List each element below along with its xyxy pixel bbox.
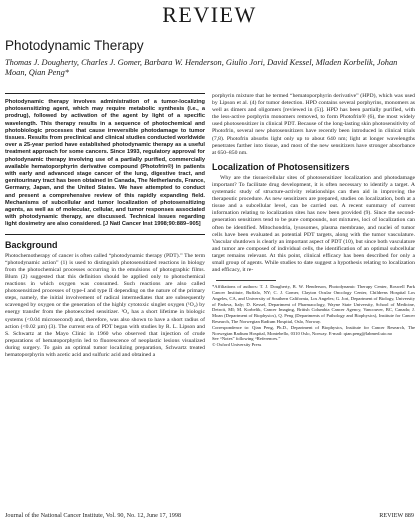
abstract: Photodynamic therapy involves administration of a tumor-localizing photosensitizing agent, which may require metabolic synthesis (i.e., a prodrug), followed by activation of the agent by light of a specific wavelength. This therapy results in a sequence of photochemical and photobiologic processes that cause irreversible photodamage to tumor tissues. Results from preclinical and clinical studies conducted worldwide over a 25-year period have established photodynamic therapy as a useful treatment approach for some cancers. Since 1993, regulatory approval for photodynamic therapy involving use of a partially purified, commercially available hematoporphyrin derivative compound (Photofrin®) in patients with early and advanced stage cancer of the lung, digestive tract, and genitourinary tract has been obtained in Canada, The Netherlands, France, Germany, Japan, and the United States. We have attempted to conduct and present a comprehensive review of this rapidly expanding field. Mechanisms of subcellular and tumor localization of photosensitizing agents, as well as of molecular, cellular, and tumor responses associated with photodynamic therapy, are discussed. Technical issues regarding light dosimetry are also considered. [J Natl Cancer Inst 1998;90:889–905] [5, 99, 205, 228]
article-title: Photodynamic Therapy [5, 38, 144, 53]
footnote-notes: See “Notes” following “References.” [212, 336, 281, 342]
abstract-top-rule [5, 93, 205, 94]
footnote-affiliations: *Affiliations of authors: T. J. Dougherty, B. W. Henderson, Photodynamic Therapy Center, Roswell Park Cancer Institute, Buffalo, NY; C. J. Gomer, Clayton Ocular Oncology Center, Childrens Hospital Los Angeles, CA, and University of Southern California, Los Angeles; G. Jori, Department of Biology, University of Padova, Italy; D. Kessel, Department of Pharmacology, Wayne State University, School of Medicine, Detroit, MI; M. Korbelik, Cancer Imaging, British Columbia Cancer Agency, Vancouver, BC, Canada; J. Moan (Department of Biophysics), Q. Peng (Departments of Pathology and Biophysics), Institute for Cancer Research, The Norwegian Radium Hospital, Oslo, Norway. [212, 284, 415, 324]
section-header: REVIEW [162, 2, 257, 27]
author-list: Thomas J. Dougherty, Charles J. Gomer, Barbara W. Henderson, Giulio Jori, David Kessel, Mladen Korbelik, Johan Moan, Qian Peng* [5, 58, 398, 78]
left-column [5, 93, 205, 359]
journal-citation: Journal of the National Cancer Institute, Vol. 90, No. 12, June 17, 1998 [5, 512, 182, 519]
abstract-bottom-rule [5, 234, 205, 235]
localization-heading: Localization of Photosensitizers [212, 161, 350, 172]
localization-text: Why are the tissue/cellular sites of photosensitizer localization and photodamage important? To facilitate drug development, it is often necessary to identify a target. A systematic study of structure-activity relationships can then aid in improving the therapeutic procedure. As new sensitizers are prepared, studies on localization, both at a tissue and a subcellular level, can be carried out. A recent summary of current information relating to localization sites has now been provided (9). Since the second-generation sensitizers tend to be pure compounds, not mixtures, loci of localization can often be identified. Mitochondria, lysosomes, plasma membrane, and nuclei of tumor cells have been evaluated as potential PDT targets, along with the tumor vasculature. Vascular shutdown is clearly an important aspect of PDT (10), but since both vasculature and tumor are composed of individual cells, the identification of an optimal subcellular target remains relevant. At this point, clinical efficacy has been described for only a small group of agents. While studies to date suggest a hypothesis relating to localization and efficacy, it re- [212, 174, 415, 274]
background-text: Photochemotherapy of cancer is often called “photodynamic therapy (PDT).” The term “photodynamic action” (1) is used to distinguish photosensitized reactions in biology from the photochemical processes occurring in the emulsions of photographic films. Blum (2) suggested that this definition should be applied only to photochemical reactions in which oxygen was consumed. Such reactions are also called photosensitized processes of type-I and type II depending on the nature of the primary steps, namely, the initial involvement of radical intermediates that are subsequently scavenged by oxygen or the generation of the highly cytotoxic singlet oxygen (¹O₂) by energy transfer from the photoexcited sensitizer. ¹O₂ has a short lifetime in biologic systems (<0.04 microsecond) and, therefore, was also shown to have a short radius of action (<0.02 µm) (3). The current era of PDT began with studies by R. L. Lipson and S. Schwartz at the Mayo Clinic in 1960 who observed that injection of crude preparations of hematoporphyrin led to fluorescence of neoplastic lesions visualized during surgery. To gain an optimal tumor localizing preparation, Schwartz treated hematoporphyrin with acetic acid and sulfuric acid and obtained a [5, 252, 205, 358]
right-column [212, 93, 415, 348]
page-number: REVIEW 889 [379, 512, 414, 519]
footnote-copyright: © Oxford University Press [212, 342, 262, 348]
footnote-correspondence: Correspondence to: Qian Peng, Ph.D., Department of Biophysics, Institute for Cancer Research, The Norwegian Radium Hospital, Montebello, 0310 Oslo, Norway. E-mail: qian.peng@labmed.uio.no [212, 324, 415, 336]
hpd-paragraph: porphyrin mixture that he termed “hematoporphyrin derivative” (HPD), which was used by Lipson et al. (4) for tumor detection. HPD contains several porphyrins, monomers as well as dimers and oligomers [reviewed in (5)]. HPD has been partially purified, with the less-active porphyrin monomers removed, to form Photofrin® (6), the most widely used photosensitizer in clinical PDT. Because of the long-lasting skin photosensitivity of Photofrin, several new photosensitizers have recently been introduced in clinical trials (7,8). Photofrin absorbs light only up to about 640 nm; light at longer wavelengths penetrates farther into tissue, and most of the new sensitizers have stronger absorbance at 650–850 nm. [212, 93, 415, 156]
footnote-rule [216, 280, 276, 281]
background-heading: Background [5, 239, 58, 250]
page-footer [5, 512, 414, 519]
